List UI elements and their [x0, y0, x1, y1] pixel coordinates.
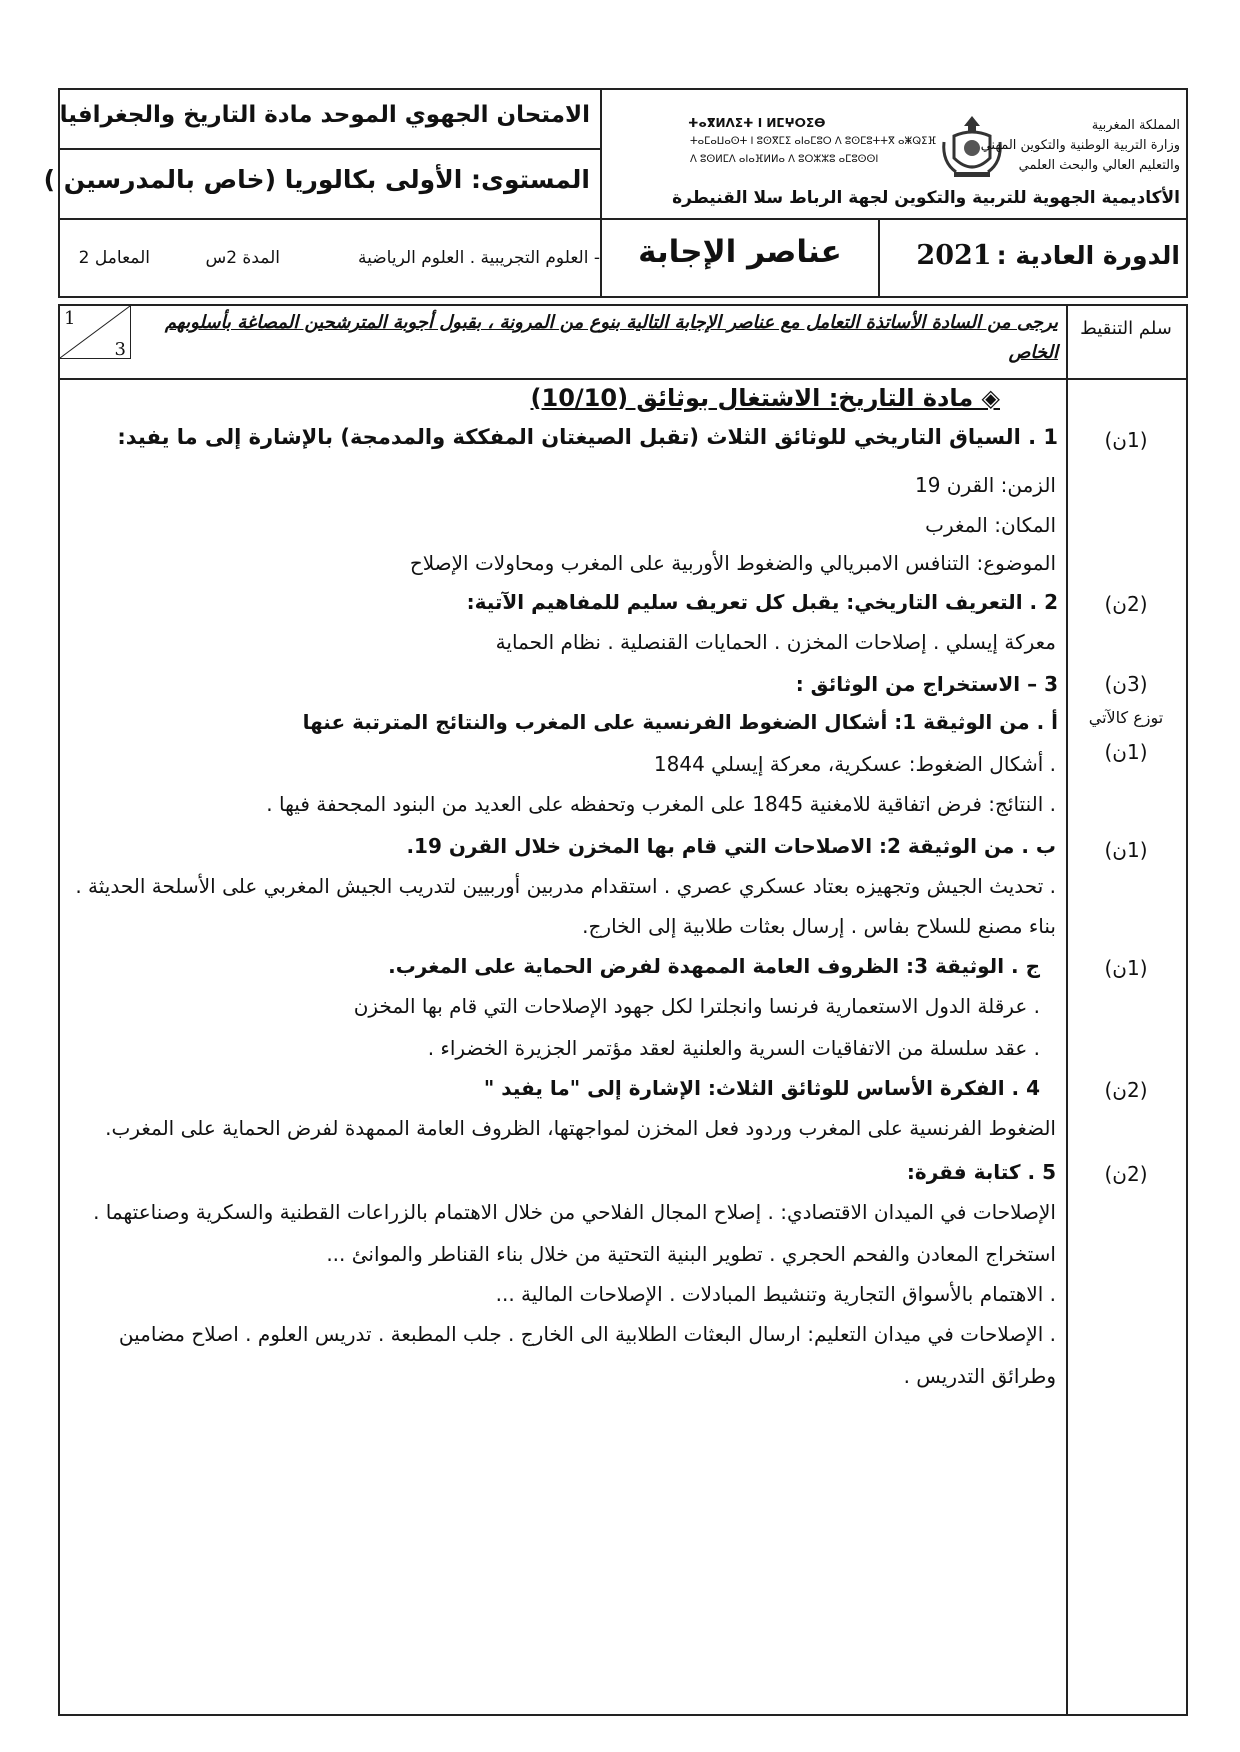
q3-title: 3 – الاستخراج من الوثائق : — [795, 672, 1058, 696]
session-block — [880, 240, 1180, 271]
q5-line-2: استخراج المعادن والفحم الحجري . تطوير البنية التحتية من خلال بناء القناطر والموانئ ... — [326, 1242, 1056, 1266]
q5-line-3: . الاهتمام بالأسواق التجارية وتنشيط المبادلات . الإصلاحات المالية ... — [495, 1282, 1056, 1306]
q3c-title: ج . الوثيقة 3: الظروف العامة الممهدة لفرض الحماية على المغرب. — [388, 954, 1040, 978]
q5-line-1: الإصلاحات في الميدان الاقتصادي: . إصلاح المجال الفلاحي من خلال الاهتمام بالزراعات القطنية والسكرية وصناعتهما . — [93, 1200, 1056, 1224]
answer-elements-title: عناصر الإجابة — [638, 234, 842, 270]
q3a-results: . النتائج: فرض اتفاقية للامغنية 1845 على المغرب وتحفظه على العديد من البنود المجحفة فيها . — [266, 792, 1056, 816]
header-divider-h2 — [58, 218, 1188, 220]
tifinagh-line-3: ⴷ ⵓⵙⵍⵎⴷ ⴰⵏⴰⴼⵍⵍⴰ ⴷ ⵓⵔⵣⵣⵓ ⴰⵎⵓⵙⵙⵏ — [690, 154, 879, 165]
q1-score: (1ن) — [1104, 428, 1148, 452]
header-divider-v — [600, 88, 602, 220]
q3a-score: (1ن) — [1104, 740, 1148, 764]
exam-level: المستوى: الأولى بكالوريا (خاص بالمدرسين ) — [43, 165, 590, 194]
header-divider-h1 — [58, 148, 602, 150]
ministry-line-1: وزارة التربية الوطنية والتكوين المهني — [980, 138, 1180, 153]
session-year: 2021 — [916, 240, 992, 271]
q3b-title: ب . من الوثيقة 2: الاصلاحات التي قام بها المخزن خلال القرن 19. — [406, 834, 1056, 858]
q5-score: (2ن) — [1104, 1162, 1148, 1186]
tifinagh-line-1: ⵜⴰⴳⵍⴷⵉⵜ ⵏ ⵍⵎⵖⵔⵉⴱ — [688, 116, 826, 130]
q3c-line-1: . عرقلة الدول الاستعمارية فرنسا وانجلترا لكل جهود الإصلاحات التي قام بها المخزن — [353, 994, 1040, 1018]
q3b-line-2: بناء مصنع للسلاح بفاس . إرسال بعثات طلابية إلى الخارج. — [582, 914, 1056, 938]
tifinagh-line-2: ⵜⴰⵎⴰⵡⴰⵙⵜ ⵏ ⵓⵙⴳⵎⵉ ⴰⵏⴰⵎⵓⵔ ⴷ ⵓⵙⵎⵓⵜⵜⴳ ⴰⵥⵕⵉⴼ — [690, 136, 937, 147]
exam-title: الامتحان الجهوي الموحد مادة التاريخ والجغرافيا — [59, 102, 590, 128]
q2-score: (2ن) — [1104, 592, 1148, 616]
duration: المدة 2س — [205, 248, 280, 268]
q5-title: 5 . كتابة فقرة: — [906, 1160, 1056, 1184]
q4-title: 4 . الفكرة الأساس للوثائق الثلاث: الإشارة إلى "ما يفيد " — [483, 1076, 1040, 1100]
page-total: 3 — [114, 339, 126, 360]
q3-distribution: توزع كالآتي — [1088, 708, 1164, 727]
page-number-box — [60, 306, 131, 359]
coefficient: المعامل 2 — [78, 248, 150, 268]
q2-concepts: معركة إيسلي . إصلاحات المخزن . الحمايات القنصلية . نظام الحماية — [495, 630, 1056, 654]
kingdom-label: المملكة المغربية — [1091, 118, 1180, 133]
q5-line-5: وطرائق التدريس . — [903, 1364, 1056, 1388]
q3a-title: أ . من الوثيقة 1: أشكال الضغوط الفرنسية على المغرب والنتائج المترتبة عنها — [302, 710, 1058, 734]
q3b-score: (1ن) — [1104, 838, 1148, 862]
scale-column-divider — [1066, 304, 1068, 1716]
scale-header: سلم التنقيط — [1080, 318, 1172, 339]
q4-score: (2ن) — [1104, 1078, 1148, 1102]
q1-place: المكان: المغرب — [925, 513, 1056, 537]
page-current: 1 — [64, 308, 76, 329]
q4-line-1: الضغوط الفرنسية على المغرب وردود فعل المخزن لمواجهتها، الظروف العامة الممهدة لفرض الحماية على المغرب. — [105, 1116, 1056, 1140]
q2-title: 2 . التعريف التاريخي: يقبل كل تعريف سليم للمفاهيم الآتية: — [466, 590, 1058, 614]
ministry-line-2: والتعليم العالي والبحث العلمي — [1018, 158, 1180, 173]
q1-time: الزمن: القرن 19 — [914, 473, 1056, 497]
note-text: يرجى من السادة الأساتذة التعامل مع عناصر الإجابة التالية بنوع من المرونة ، بقبول أجوبة المترشحين المصاغة بأسلوبهم الخاص — [164, 312, 1058, 363]
q3c-line-2: . عقد سلسلة من الاتفاقيات السرية والعلنية لعقد مؤتمر الجزيرة الخضراء . — [427, 1036, 1040, 1060]
q1-topic: الموضوع: التنافس الامبريالي والضغوط الأوربية على المغرب ومحاولات الإصلاح — [409, 551, 1056, 575]
q3b-line-1: . تحديث الجيش وتجهيزه بعتاد عسكري عصري . استقدام مدربين أوربيين لتدريب الجيش المغربي على الأسلحة الحديثة . — [75, 874, 1056, 898]
note-row-divider — [58, 378, 1188, 380]
academy-name: الأكاديمية الجهوية للتربية والتكوين لجهة الرباط سلا القنيطرة — [672, 188, 1180, 208]
branches: - العلوم التجريبية . العلوم الرياضية — [357, 248, 600, 268]
session-label: الدورة العادية : — [996, 241, 1180, 270]
section-title: ◈ مادة التاريخ: الاشتغال بوثائق (10/10) — [530, 384, 1000, 412]
q1-title: 1 . السياق التاريخي للوثائق الثلاث (تقبل الصيغتان المفككة والمدمجة) بالإشارة إلى ما يفيد: — [117, 425, 1058, 449]
q3c-score: (1ن) — [1104, 956, 1148, 980]
q3-score: (3ن) — [1104, 672, 1148, 696]
q3a-forms: . أشكال الضغوط: عسكرية، معركة إيسلي 1844 — [653, 752, 1056, 776]
q5-line-4: . الإصلاحات في ميدان التعليم: ارسال البعثات الطلابية الى الخارج . جلب المطبعة . تدريس العلوم . اصلاح مضامين — [118, 1322, 1056, 1346]
